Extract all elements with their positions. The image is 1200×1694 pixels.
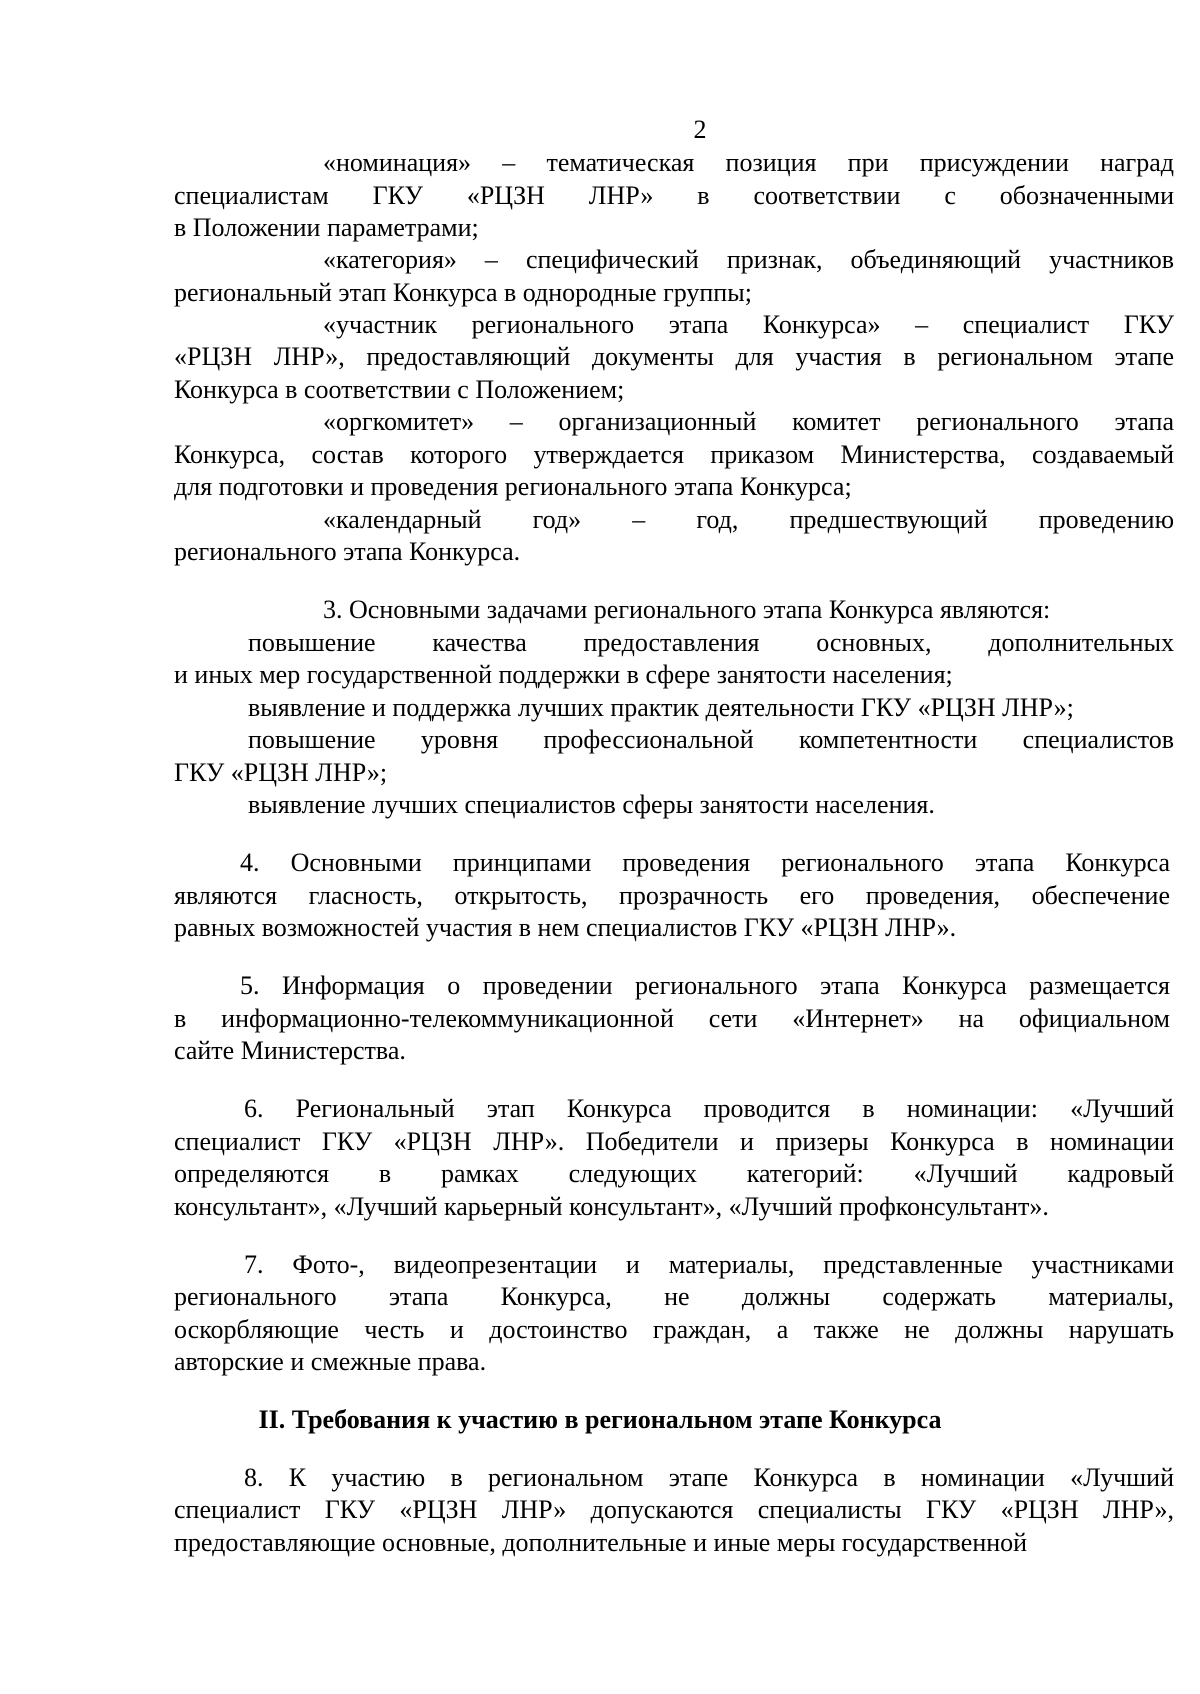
text-line: сайте Министерства. (174, 1036, 406, 1065)
text-line: «категория» – специфический признак, объединяющий участников (323, 245, 1174, 274)
text-line: 8. К участию в региональном этапе Конкурса в номинации «Лучший (244, 1463, 1174, 1492)
text-line: «оргкомитет» – организационный комитет регионального этапа (323, 407, 1174, 436)
section-heading: II. Требования к участию в региональном этапе Конкурса (258, 1405, 942, 1434)
text-line: повышение уровня профессиональной компетентности специалистов (248, 725, 1174, 754)
text-line: повышение качества предоставления основных, дополнительных (248, 628, 1174, 657)
text-line: ГКУ «РЦЗН ЛНР»; (174, 758, 388, 787)
text-line: «календарный год» – год, предшествующий проведению (323, 505, 1174, 534)
text-line: регионального этапа Конкурса, не должны содержать материалы, (174, 1282, 1174, 1311)
text-line: консультант», «Лучший карьерный консультант», «Лучший профконсультант». (174, 1192, 1049, 1221)
text-line: в информационно-телекоммуникационной сети «Интернет» на официальном (174, 1004, 1170, 1033)
text-line: 3. Основными задачами регионального этапа Конкурса являются: (323, 595, 1051, 624)
text-line: авторские и смежные права. (174, 1347, 487, 1376)
text-line: специалист ГКУ «РЦЗН ЛНР». Победители и призеры Конкурса в номинации (174, 1127, 1174, 1156)
text-line: являются гласность, открытость, прозрачность его проведения, обеспечение (174, 881, 1170, 910)
text-line: 5. Информация о проведении регионального этапа Конкурса размещается (240, 971, 1170, 1000)
text-line: 7. Фото-, видеопрезентации и материалы, представленные участниками (244, 1250, 1174, 1279)
text-line: 6. Региональный этап Конкурса проводится в номинации: «Лучший (244, 1094, 1174, 1123)
text-line: 4. Основными принципами проведения регионального этапа Конкурса (240, 848, 1170, 877)
text-line: равных возможностей участия в нем специалистов ГКУ «РЦЗН ЛНР». (174, 913, 957, 942)
text-line: «участник регионального этапа Конкурса» – специалист ГКУ (323, 310, 1174, 339)
text-line: определяются в рамках следующих категорий: «Лучший кадровый (174, 1159, 1174, 1188)
text-line: оскорбляющие честь и достоинство граждан, а также не должны нарушать (174, 1315, 1174, 1344)
text-line: специалист ГКУ «РЦЗН ЛНР» допускаются специалисты ГКУ «РЦЗН ЛНР», (174, 1495, 1174, 1524)
text-line: для подготовки и проведения регионального этапа Конкурса; (174, 472, 852, 501)
page-number: 2 (693, 115, 707, 144)
text-line: «номинация» – тематическая позиция при присуждении наград (323, 148, 1174, 177)
text-line: Конкурса, состав которого утверждается приказом Министерства, создаваемый (174, 440, 1174, 469)
text-line: Конкурса в соответствии с Положением; (174, 375, 625, 404)
text-line: специалистам ГКУ «РЦЗН ЛНР» в соответствии с обозначенными (174, 181, 1174, 210)
text-line: регионального этапа Конкурса. (174, 537, 521, 566)
text-line: выявление и поддержка лучших практик деятельности ГКУ «РЦЗН ЛНР»; (248, 693, 1074, 722)
text-line: в Положении параметрами; (174, 213, 479, 242)
text-line: «РЦЗН ЛНР», предоставляющий документы для участия в региональном этапе (174, 342, 1174, 371)
text-line: выявление лучших специалистов сферы занятости населения. (248, 790, 935, 819)
text-line: региональный этап Конкурса в однородные группы; (174, 278, 752, 307)
text-line: предоставляющие основные, дополнительные и иные меры государственной (174, 1528, 1028, 1557)
text-line: и иных мер государственной поддержки в сфере занятости населения; (174, 660, 953, 689)
